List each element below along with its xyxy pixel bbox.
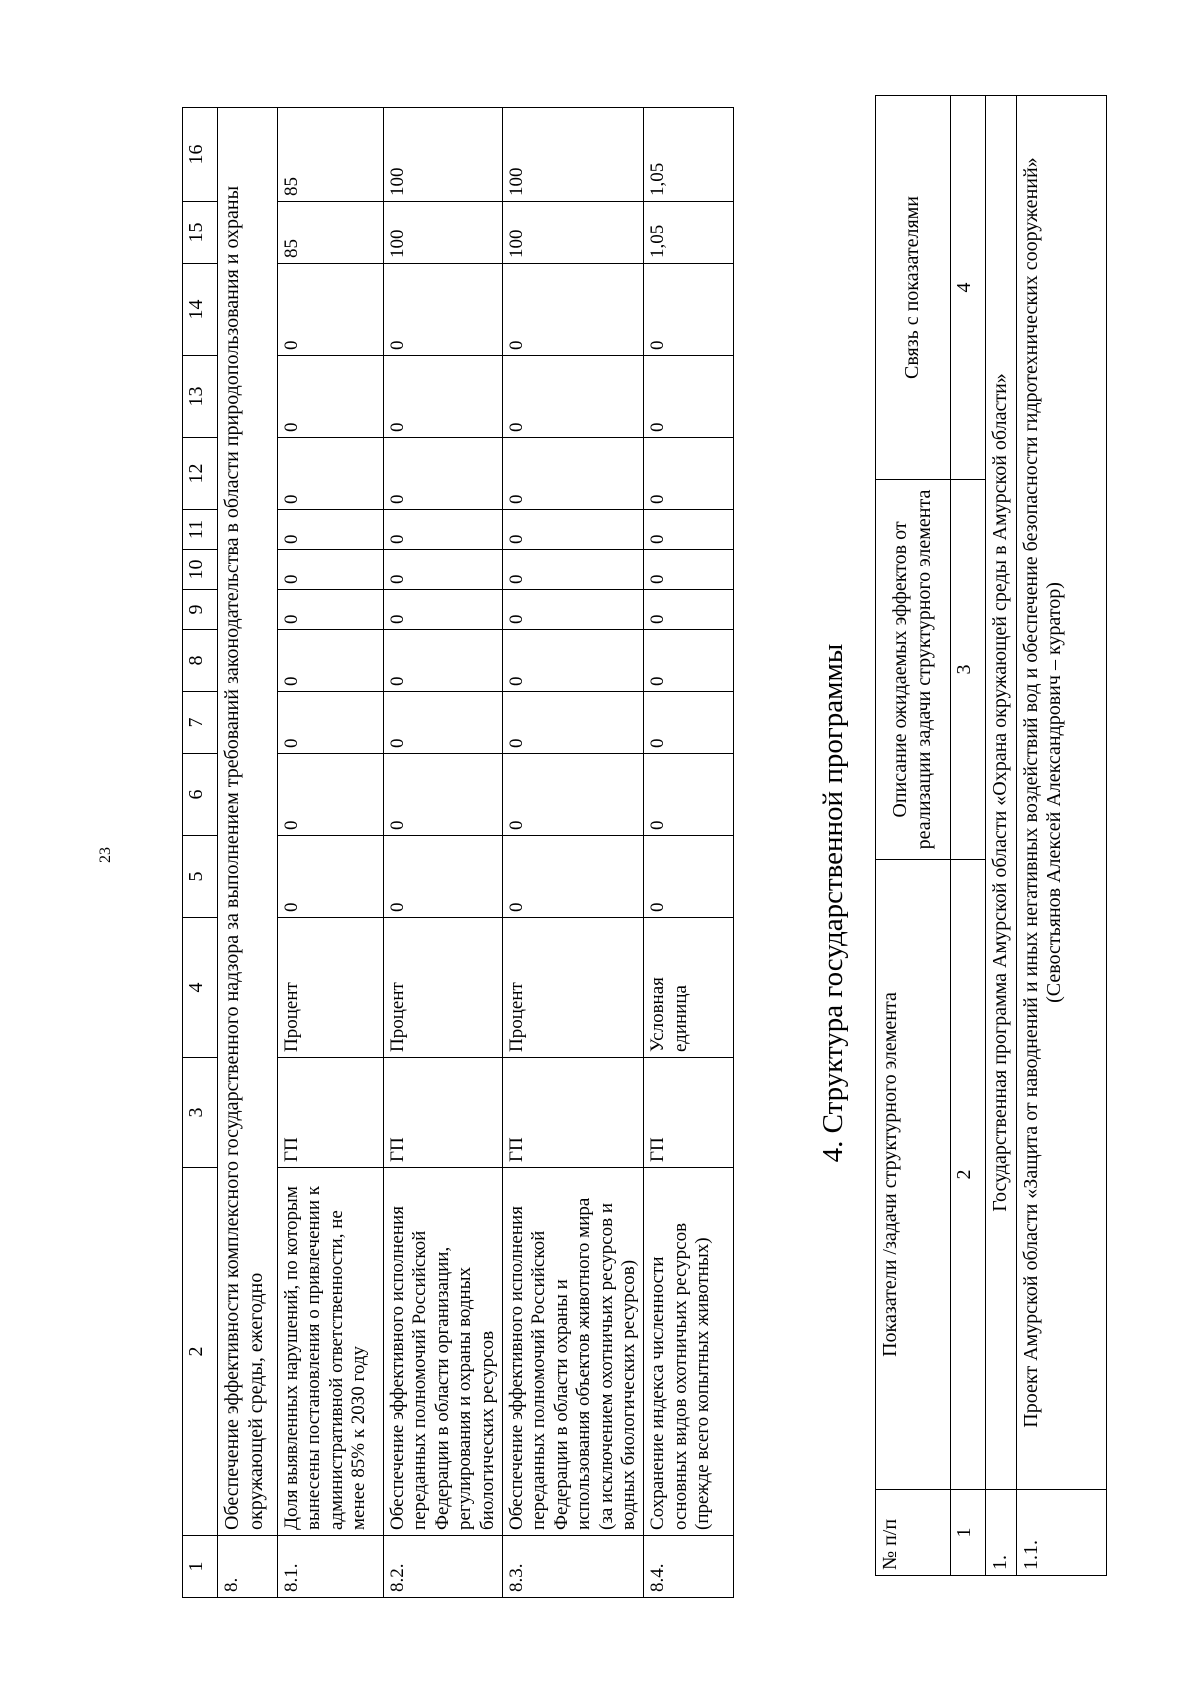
header-number: № п/п bbox=[876, 1490, 951, 1576]
column-number: 14 bbox=[183, 264, 218, 356]
indicator-value: 0 bbox=[384, 264, 503, 356]
indicator-value: 85 bbox=[278, 202, 384, 264]
indicator-number: 8.1. bbox=[278, 1536, 384, 1598]
indicator-value: 0 bbox=[644, 510, 734, 550]
indicator-value: 0 bbox=[503, 630, 644, 692]
indicator-level: ГП bbox=[644, 1058, 734, 1168]
column-number: 16 bbox=[183, 108, 218, 202]
task-number: 8. bbox=[218, 1536, 278, 1598]
structure-project-curator: (Севостьянов Алексей Александрович – куратор) bbox=[1043, 582, 1066, 1003]
indicator-value: 0 bbox=[278, 692, 384, 754]
section-title: 4. Структура государственной программы bbox=[817, 643, 849, 1163]
column-number: 3 bbox=[183, 1058, 218, 1168]
indicator-value: 100 bbox=[384, 202, 503, 264]
column-number: 9 bbox=[183, 590, 218, 630]
task-row bbox=[218, 108, 278, 1598]
indicator-value: 0 bbox=[278, 550, 384, 590]
indicator-unit: Процент bbox=[384, 918, 503, 1058]
structure-row bbox=[1016, 96, 1106, 1576]
indicator-row bbox=[278, 108, 384, 1598]
indicator-unit: Условная единица bbox=[644, 918, 734, 1058]
indicator-value: 0 bbox=[278, 356, 384, 438]
indicator-name: Обеспечение эффективного исполнения переданных полномочий Российской Федерации в области охраны и использования объектов животного мира (за исключением охотничьих ресурсов и водных биологических ресурсов) bbox=[503, 1168, 644, 1536]
indicator-value: 0 bbox=[503, 836, 644, 918]
indicator-value: 1,05 bbox=[644, 108, 734, 202]
indicator-row bbox=[384, 108, 503, 1598]
indicator-value: 0 bbox=[384, 836, 503, 918]
column-number: 1 bbox=[183, 1536, 218, 1598]
indicator-value: 0 bbox=[503, 510, 644, 550]
indicator-value: 0 bbox=[278, 264, 384, 356]
indicator-value: 100 bbox=[503, 202, 644, 264]
indicator-level: ГП bbox=[278, 1058, 384, 1168]
indicator-table bbox=[182, 107, 734, 1598]
structure-row bbox=[986, 96, 1017, 1576]
indicator-value: 0 bbox=[503, 590, 644, 630]
indicator-value: 0 bbox=[644, 754, 734, 836]
column-number: 15 bbox=[183, 202, 218, 264]
indicator-name: Сохранение индекса численности основных видов охотничьих ресурсов (прежде всего копытных животных) bbox=[644, 1168, 734, 1536]
indicator-value: 0 bbox=[503, 356, 644, 438]
indicator-level: ГП bbox=[503, 1058, 644, 1168]
structure-project bbox=[1016, 96, 1106, 1490]
indicator-value: 0 bbox=[278, 630, 384, 692]
indicator-value: 0 bbox=[278, 590, 384, 630]
column-number: 11 bbox=[183, 510, 218, 550]
indicator-value: 0 bbox=[503, 438, 644, 510]
indicator-value: 100 bbox=[384, 108, 503, 202]
indicator-value: 0 bbox=[278, 510, 384, 550]
indicator-table-container bbox=[182, 108, 752, 1598]
column-number: 5 bbox=[183, 836, 218, 918]
column-number: 6 bbox=[183, 754, 218, 836]
structure-number: 1.1. bbox=[1016, 1490, 1106, 1576]
indicator-number: 8.4. bbox=[644, 1536, 734, 1598]
indicator-value: 0 bbox=[644, 836, 734, 918]
indicator-value: 0 bbox=[503, 692, 644, 754]
indicator-value: 0 bbox=[644, 356, 734, 438]
indicator-number: 8.3. bbox=[503, 1536, 644, 1598]
indicator-name: Доля выявленных нарушений, по которым вынесены постановления о привлечении к административной ответственности, не менее 85% к 2030 году bbox=[278, 1168, 384, 1536]
structure-column-number-row bbox=[951, 96, 986, 1576]
indicator-value: 0 bbox=[644, 264, 734, 356]
column-number: 10 bbox=[183, 550, 218, 590]
indicator-value: 0 bbox=[644, 630, 734, 692]
indicator-value: 0 bbox=[384, 692, 503, 754]
column-number: 12 bbox=[183, 438, 218, 510]
column-number: 2 bbox=[951, 860, 986, 1490]
indicator-number: 8.2. bbox=[384, 1536, 503, 1598]
indicator-value: 0 bbox=[384, 590, 503, 630]
page-number: 23 bbox=[97, 847, 114, 863]
indicator-value: 0 bbox=[278, 438, 384, 510]
column-number: 7 bbox=[183, 692, 218, 754]
column-number: 13 bbox=[183, 356, 218, 438]
header-link: Связь с показателями bbox=[876, 96, 951, 480]
indicator-value: 100 bbox=[503, 108, 644, 202]
task-description: Обеспечение эффективности комплексного государственного надзора за выполнением требований законодательства в области природопользования и охраны окружающей среды, ежегодно bbox=[218, 108, 278, 1536]
column-number: 2 bbox=[183, 1168, 218, 1536]
section-title-container bbox=[808, 578, 858, 1228]
indicator-unit: Процент bbox=[503, 918, 644, 1058]
structure-program-title: Государственная программа Амурской области «Охрана окружающей среды в Амурской области» bbox=[986, 96, 1017, 1490]
indicator-value: 0 bbox=[278, 754, 384, 836]
indicator-row bbox=[503, 108, 644, 1598]
structure-project-title: Проект Амурской области «Защита от наводнений и иных негативных воздействий вод и обеспечение безопасности гидротехнических сооружений» bbox=[1019, 157, 1042, 1428]
indicator-value: 0 bbox=[384, 356, 503, 438]
indicator-value: 85 bbox=[278, 108, 384, 202]
indicator-value: 0 bbox=[384, 754, 503, 836]
indicator-value: 0 bbox=[384, 550, 503, 590]
column-number: 4 bbox=[951, 96, 986, 480]
indicator-value: 0 bbox=[503, 264, 644, 356]
column-number-row bbox=[183, 108, 218, 1598]
column-number: 1 bbox=[951, 1490, 986, 1576]
indicator-row bbox=[644, 108, 734, 1598]
indicator-value: 0 bbox=[644, 692, 734, 754]
structure-number: 1. bbox=[986, 1490, 1017, 1576]
indicator-value: 0 bbox=[503, 550, 644, 590]
indicator-value: 0 bbox=[503, 754, 644, 836]
indicator-value: 0 bbox=[644, 438, 734, 510]
structure-table bbox=[875, 95, 1107, 1576]
column-number: 4 bbox=[183, 918, 218, 1058]
indicator-value: 1,05 bbox=[644, 202, 734, 264]
indicator-value: 0 bbox=[384, 510, 503, 550]
indicator-unit: Процент bbox=[278, 918, 384, 1058]
header-indicators: Показатели /задачи структурного элемента bbox=[876, 860, 951, 1490]
column-number: 8 bbox=[183, 630, 218, 692]
indicator-name: Обеспечение эффективного исполнения переданных полномочий Российской Федерации в области организации, регулирования и охраны водных биологических ресурсов bbox=[384, 1168, 503, 1536]
indicator-value: 0 bbox=[278, 836, 384, 918]
structure-header-row bbox=[876, 96, 951, 1576]
indicator-value: 0 bbox=[644, 590, 734, 630]
indicator-level: ГП bbox=[384, 1058, 503, 1168]
indicator-value: 0 bbox=[384, 630, 503, 692]
column-number: 3 bbox=[951, 480, 986, 860]
indicator-value: 0 bbox=[644, 550, 734, 590]
indicator-value: 0 bbox=[384, 438, 503, 510]
header-effects: Описание ожидаемых эффектов от реализации задачи структурного элемента bbox=[876, 480, 951, 860]
structure-table-container bbox=[875, 96, 1175, 1576]
